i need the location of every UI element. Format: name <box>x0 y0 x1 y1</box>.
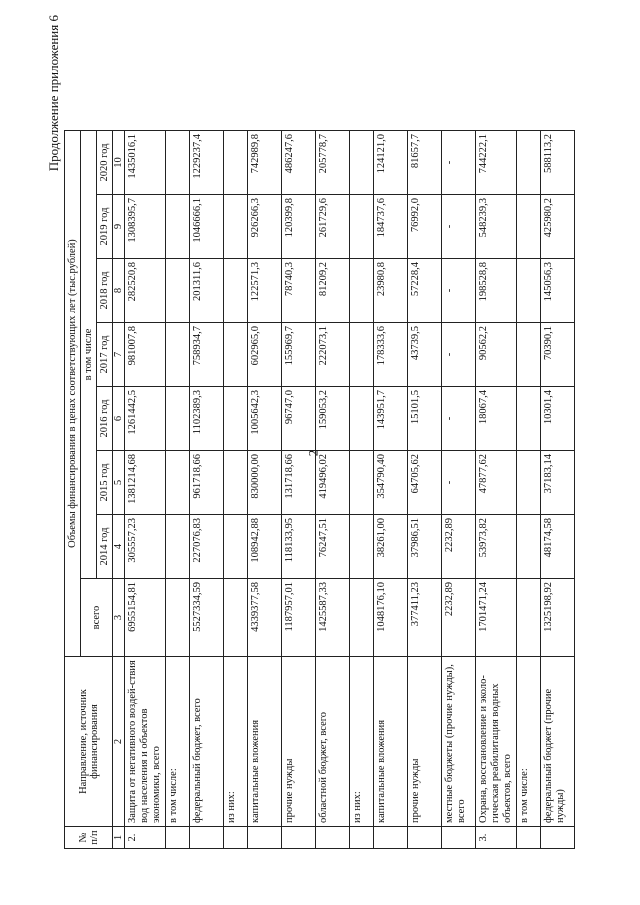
row-value: 1381214,68 <box>125 451 166 515</box>
table-row <box>316 131 350 849</box>
row-name: из них: <box>224 657 248 827</box>
row-value: 81209,2 <box>316 259 350 323</box>
row-value <box>517 579 541 657</box>
row-value <box>224 195 248 259</box>
row-name: Защита от негативного воздей-ствия вод населения и объектов экономики, всего <box>125 657 166 827</box>
row-value: 758934,7 <box>190 323 224 387</box>
header-total: всего <box>81 579 113 657</box>
row-value <box>350 131 374 195</box>
row-value: 425980,2 <box>541 195 575 259</box>
row-value <box>224 259 248 323</box>
row-number <box>282 827 316 849</box>
row-value <box>350 451 374 515</box>
row-number <box>224 827 248 849</box>
row-value: 205778,7 <box>316 131 350 195</box>
table-row <box>166 131 190 849</box>
row-value: 282520,8 <box>125 259 166 323</box>
row-number: 2. <box>125 827 166 849</box>
header-volumes: Объемы финансирования в ценах соответствующих лет (тыс.рублей) <box>65 131 81 657</box>
row-value <box>517 323 541 387</box>
row-value <box>166 131 190 195</box>
row-value <box>350 579 374 657</box>
row-value: 15101,5 <box>408 387 442 451</box>
column-index: 9 <box>113 195 125 259</box>
page-number: 2 <box>305 449 321 457</box>
header-no: № п/п <box>65 827 113 849</box>
row-number <box>517 827 541 849</box>
row-value: 354790,40 <box>374 451 408 515</box>
row-number <box>350 827 374 849</box>
row-value <box>350 387 374 451</box>
row-value: 23980,8 <box>374 259 408 323</box>
table-row <box>442 131 476 849</box>
row-value: 48174,58 <box>541 515 575 579</box>
table-row <box>374 131 408 849</box>
header-year: 2014 год <box>97 515 113 579</box>
table-row <box>408 131 442 849</box>
row-value: 108942,88 <box>248 515 282 579</box>
row-value: 131718,66 <box>282 451 316 515</box>
table-row <box>517 131 541 849</box>
row-value: - <box>442 131 476 195</box>
index-row <box>113 131 125 849</box>
column-index: 1 <box>113 827 125 849</box>
header-year: 2019 год <box>97 195 113 259</box>
row-name: в том числе: <box>166 657 190 827</box>
row-value <box>224 579 248 657</box>
row-value <box>517 131 541 195</box>
row-value: 78740,3 <box>282 259 316 323</box>
row-value: 222073,1 <box>316 323 350 387</box>
header-year: 2018 год <box>97 259 113 323</box>
row-name: областной бюджет, всего <box>316 657 350 827</box>
row-value: 1308395,7 <box>125 195 166 259</box>
row-value: 57228,4 <box>408 259 442 323</box>
row-value: 744222,1 <box>476 131 517 195</box>
row-value: 143951,7 <box>374 387 408 451</box>
row-value <box>166 451 190 515</box>
row-value <box>166 515 190 579</box>
financing-table <box>64 130 575 849</box>
row-value: 742989,8 <box>248 131 282 195</box>
column-index: 4 <box>113 515 125 579</box>
row-value: 961718,66 <box>190 451 224 515</box>
row-value: - <box>442 451 476 515</box>
row-number <box>541 827 575 849</box>
row-value <box>166 259 190 323</box>
column-index: 10 <box>113 131 125 195</box>
table-row <box>190 131 224 849</box>
table-row <box>350 131 374 849</box>
row-value: 178333,6 <box>374 323 408 387</box>
row-value <box>224 451 248 515</box>
row-value: 1229237,4 <box>190 131 224 195</box>
row-name: в том числе: <box>517 657 541 827</box>
row-value: 76247,51 <box>316 515 350 579</box>
table-row <box>282 131 316 849</box>
row-value <box>224 515 248 579</box>
row-value: 2232,89 <box>442 515 476 579</box>
row-value: 118133,95 <box>282 515 316 579</box>
row-value: 37183,14 <box>541 451 575 515</box>
row-value: 10301,4 <box>541 387 575 451</box>
row-value: 124121,0 <box>374 131 408 195</box>
row-value: 1325198,92 <box>541 579 575 657</box>
row-value: 1187957,01 <box>282 579 316 657</box>
row-value <box>517 259 541 323</box>
row-value: 53973,82 <box>476 515 517 579</box>
row-value: - <box>442 323 476 387</box>
row-value: 70390,1 <box>541 323 575 387</box>
row-number <box>166 827 190 849</box>
row-value <box>166 323 190 387</box>
row-number <box>248 827 282 849</box>
row-value: 81657,7 <box>408 131 442 195</box>
row-name: местные бюджеты (прочие нужды), всего <box>442 657 476 827</box>
header-year: 2020 год <box>97 131 113 195</box>
row-value <box>517 451 541 515</box>
row-name: федеральный бюджет, всего <box>190 657 224 827</box>
row-value: - <box>442 195 476 259</box>
row-number <box>316 827 350 849</box>
row-value <box>517 387 541 451</box>
header-year: 2015 год <box>97 451 113 515</box>
table-row <box>248 131 282 849</box>
row-name: прочие нужды <box>282 657 316 827</box>
row-value: 486247,6 <box>282 131 316 195</box>
row-value <box>517 195 541 259</box>
column-index: 7 <box>113 323 125 387</box>
row-value: 145056,3 <box>541 259 575 323</box>
row-value: 926266,3 <box>248 195 282 259</box>
table-row <box>541 131 575 849</box>
row-value: 1048176,10 <box>374 579 408 657</box>
row-name: федеральный бюджет (прочие нужды) <box>541 657 575 827</box>
row-value <box>517 515 541 579</box>
row-value: 1102389,3 <box>190 387 224 451</box>
row-value: 548239,3 <box>476 195 517 259</box>
header-year: 2016 год <box>97 387 113 451</box>
table-row <box>125 131 166 849</box>
row-value: 1046666,1 <box>190 195 224 259</box>
row-value: 159053,2 <box>316 387 350 451</box>
row-value: 377411,23 <box>408 579 442 657</box>
appendix-label: Продолжение приложения 6 <box>46 15 61 172</box>
table-row <box>476 131 517 849</box>
row-value: 64705,62 <box>408 451 442 515</box>
row-value: 305557,23 <box>125 515 166 579</box>
row-value <box>224 131 248 195</box>
row-value: 2232,89 <box>442 579 476 657</box>
row-value: 90562,2 <box>476 323 517 387</box>
row-name: из них: <box>350 657 374 827</box>
row-value: 588113,2 <box>541 131 575 195</box>
row-value: - <box>442 387 476 451</box>
row-value: 1261442,5 <box>125 387 166 451</box>
row-value: 198528,8 <box>476 259 517 323</box>
row-value: 18067,4 <box>476 387 517 451</box>
row-value: 419496,02 <box>316 451 350 515</box>
row-value <box>224 323 248 387</box>
row-value <box>166 195 190 259</box>
table-body <box>125 131 575 849</box>
row-value <box>350 515 374 579</box>
row-value: 4339377,58 <box>248 579 282 657</box>
row-number <box>442 827 476 849</box>
row-value: 830000,00 <box>248 451 282 515</box>
row-number <box>374 827 408 849</box>
row-name: прочие нужды <box>408 657 442 827</box>
row-value <box>350 323 374 387</box>
row-value: 120399,8 <box>282 195 316 259</box>
row-value: 261729,6 <box>316 195 350 259</box>
column-index: 6 <box>113 387 125 451</box>
row-value: 981007,8 <box>125 323 166 387</box>
row-value: 38261,00 <box>374 515 408 579</box>
row-number <box>408 827 442 849</box>
row-value <box>166 579 190 657</box>
row-value: 1435016,1 <box>125 131 166 195</box>
row-value: 155969,7 <box>282 323 316 387</box>
row-value: 76992,0 <box>408 195 442 259</box>
row-name: Охрана, восстановление и эколо-гическая реабилитация водных объектов, всего <box>476 657 517 827</box>
row-value: 227076,83 <box>190 515 224 579</box>
header-direction: Направление, источник финансирования <box>65 657 113 827</box>
table-row <box>224 131 248 849</box>
row-value: 96747,0 <box>282 387 316 451</box>
column-index: 8 <box>113 259 125 323</box>
row-number: 3. <box>476 827 517 849</box>
row-value: 201311,6 <box>190 259 224 323</box>
row-value <box>166 387 190 451</box>
row-name: капитальные вложения <box>248 657 282 827</box>
column-index: 3 <box>113 579 125 657</box>
row-value: 1005642,3 <box>248 387 282 451</box>
row-name: капитальные вложения <box>374 657 408 827</box>
row-value: 122571,3 <box>248 259 282 323</box>
header-including: в том числе <box>81 131 97 579</box>
row-value: 184737,6 <box>374 195 408 259</box>
row-value: 43739,5 <box>408 323 442 387</box>
header-year: 2017 год <box>97 323 113 387</box>
row-value <box>350 259 374 323</box>
column-index: 5 <box>113 451 125 515</box>
row-value: 1425587,33 <box>316 579 350 657</box>
row-value: 602965,0 <box>248 323 282 387</box>
row-value <box>224 387 248 451</box>
row-value: 1701471,24 <box>476 579 517 657</box>
row-number <box>190 827 224 849</box>
row-value: 37986,51 <box>408 515 442 579</box>
row-value: 6955154,81 <box>125 579 166 657</box>
column-index: 2 <box>113 657 125 827</box>
row-value: - <box>442 259 476 323</box>
row-value: 47877,62 <box>476 451 517 515</box>
row-value: 5527334,59 <box>190 579 224 657</box>
row-value <box>350 195 374 259</box>
